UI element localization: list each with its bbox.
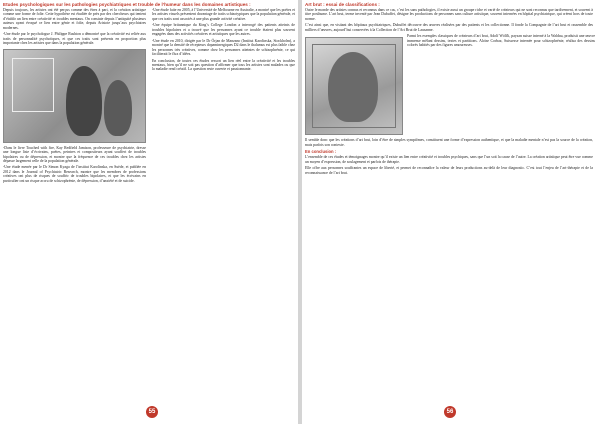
- paragraph: -Une étude par le psychologue J. Philippe Rushton a démontré que la créativité est reliée aux traits de personnalité psychotiques, et que ces traits sont présents en proportion plus importante chez les artistes que dans la population générale.: [3, 32, 146, 46]
- paragraph: -Une équipe britannique du King’s College London a interrogé des patients atteints de troubles bipolaires et a trouvé que les personnes ayant ce trouble étaient plus souvent engagées dans des activités créatives et artistiques que les autres.: [152, 23, 295, 37]
- right-page-heading: Art brut : essai de classifications :: [305, 2, 380, 7]
- left-page-heading: Etudes psychologiques sur les pathologies psychiatriques et trouble de l’humeur dans les domaines artistiques :: [3, 2, 251, 7]
- left-page-columns: [3, 8, 295, 185]
- left-column-2: [152, 8, 295, 185]
- left-page: [0, 0, 298, 424]
- page-number-55: 55: [146, 406, 158, 418]
- conclusion-heading: En conclusion :: [305, 149, 337, 155]
- paragraph: -Dans le livre Touched with fire, Kay Redfield Jamison, professeure de psychiatrie, dresse une longue liste d’écrivains, poètes, peintres et compositeurs ayant souffert de troubles bipolaires ou de dépression, et montre que la fréquence de ces troubles chez les artistes dépasse largement celle de la population générale.: [3, 145, 146, 163]
- paragraph: L’ensemble de ces études et témoignages montre qu’il existe un lien entre créativité et troubles psychiques, sans que l’un soit la cause de l’autre. La création artistique peut être vue comme un moyen d’expression, de soulagement et parfois de thérapie.: [305, 155, 593, 164]
- paragraph: C’est ainsi que, en visitant des hôpitaux psychiatriques, Dubuffet découvre des œuvres réalisées par des patients et les collectionne. Il fonde la Compagnie de l’art brut et rassemble des milliers d’œuvres, aujourd’hui conservées à la Collection de l’Art Brut de Lausanne.: [305, 23, 593, 32]
- right-page: [302, 0, 600, 424]
- paragraph: -Une étude menée par le Dr Simon Kyaga de l’institut Karolinska, en Suède, et publiée en 2012 dans le Journal of Psychiatric Research, montre que les membres de professions créatives ont plus de risques de souffrir de troubles bipolaires, et que les écrivains en particulier ont un risque accru de schizophrénie, de dépression, d’anxiété et de suicide.: [3, 165, 146, 183]
- paragraph: Elle offre aux personnes souffrantes un espace de liberté, et permet de reconnaître la valeur de leurs productions au-delà de leur diagnostic. C’est tout l’enjeu de l’art-thérapie et de la reconnaissance de l’art brut.: [305, 166, 593, 175]
- art-brut-section: [305, 34, 597, 138]
- page-number-56: 56: [444, 406, 456, 418]
- paragraph: Outre le monde des artistes connus et reconnus dans ce cas, c’est les sans pathologies, il existe aussi un groupe riche et varié de créateurs qui ne sont reconnus que tardivement, et souvent à titre posthume. L’art brut, terme inventé par Jean Dubuffet, désigne les productions de personnes sans culture artistique, souvent internées en hôpital psychiatrique, qui créent hors de toute norme.: [305, 8, 593, 21]
- photo-portrait: [3, 49, 146, 143]
- left-column-1: [3, 8, 146, 185]
- paragraph: Il semble donc que les créations d’art brut, loin d’être de simples symptômes, constituent une forme d’expression authentique, et que la maladie mentale n’est pas la source de la création, mais parfois son contexte.: [305, 138, 593, 147]
- paragraph: En conclusion, de toutes ces études ressort un lien réel entre la créativité et les troubles mentaux, bien qu’il ne soit pas question d’affirmer que tous les artistes sont malades ou que la maladie rend créatif. La question reste ouverte et passionnante.: [152, 58, 295, 72]
- paragraph: Depuis toujours, les artistes ont été perçus comme des êtres à part, et la création artistique comme une forme de folie. Cette hypothèse est étudiée de près par des chercheurs qui tentent d’établir un lien entre créativité et troubles mentaux. On constate depuis l’antiquité plusieurs auteurs ayant évoqué ce lien entre génie et folie, depuis Aristote jusqu’aux psychiatres modernes.: [3, 8, 146, 30]
- paragraph: -Une étude en 2010, dirigée par le Dr Örjan de Manzano (Institut Karolinska, Stockholm), a montré que la densité de récepteurs dopaminergiques D2 dans le thalamus est plus faible chez les personnes très créatives, comme chez les personnes atteintes de schizophrénie, ce qui faciliterait le flux d’idées.: [152, 38, 295, 57]
- art-brut-drawing: [305, 37, 403, 135]
- paragraph: -Une étude faite en 2005, à l’Université de Melbourne en Australie, a montré que les poètes et les artistes visuels présentent davantage de traits schizotypiques que la population générale, et que ces traits sont associés à une plus grande activité créative.: [152, 8, 295, 21]
- paragraph: Parmi les exemples classiques de créateurs d’art brut, Adolf Wölfli, paysan suisse interné à la Waldau, produisit une œuvre immense mêlant dessins, textes et partitions. Aloïse Corbaz, Suissesse internée pour schizophrénie, réalisa des dessins colorés habités par des figures amoureuses.: [407, 34, 595, 48]
